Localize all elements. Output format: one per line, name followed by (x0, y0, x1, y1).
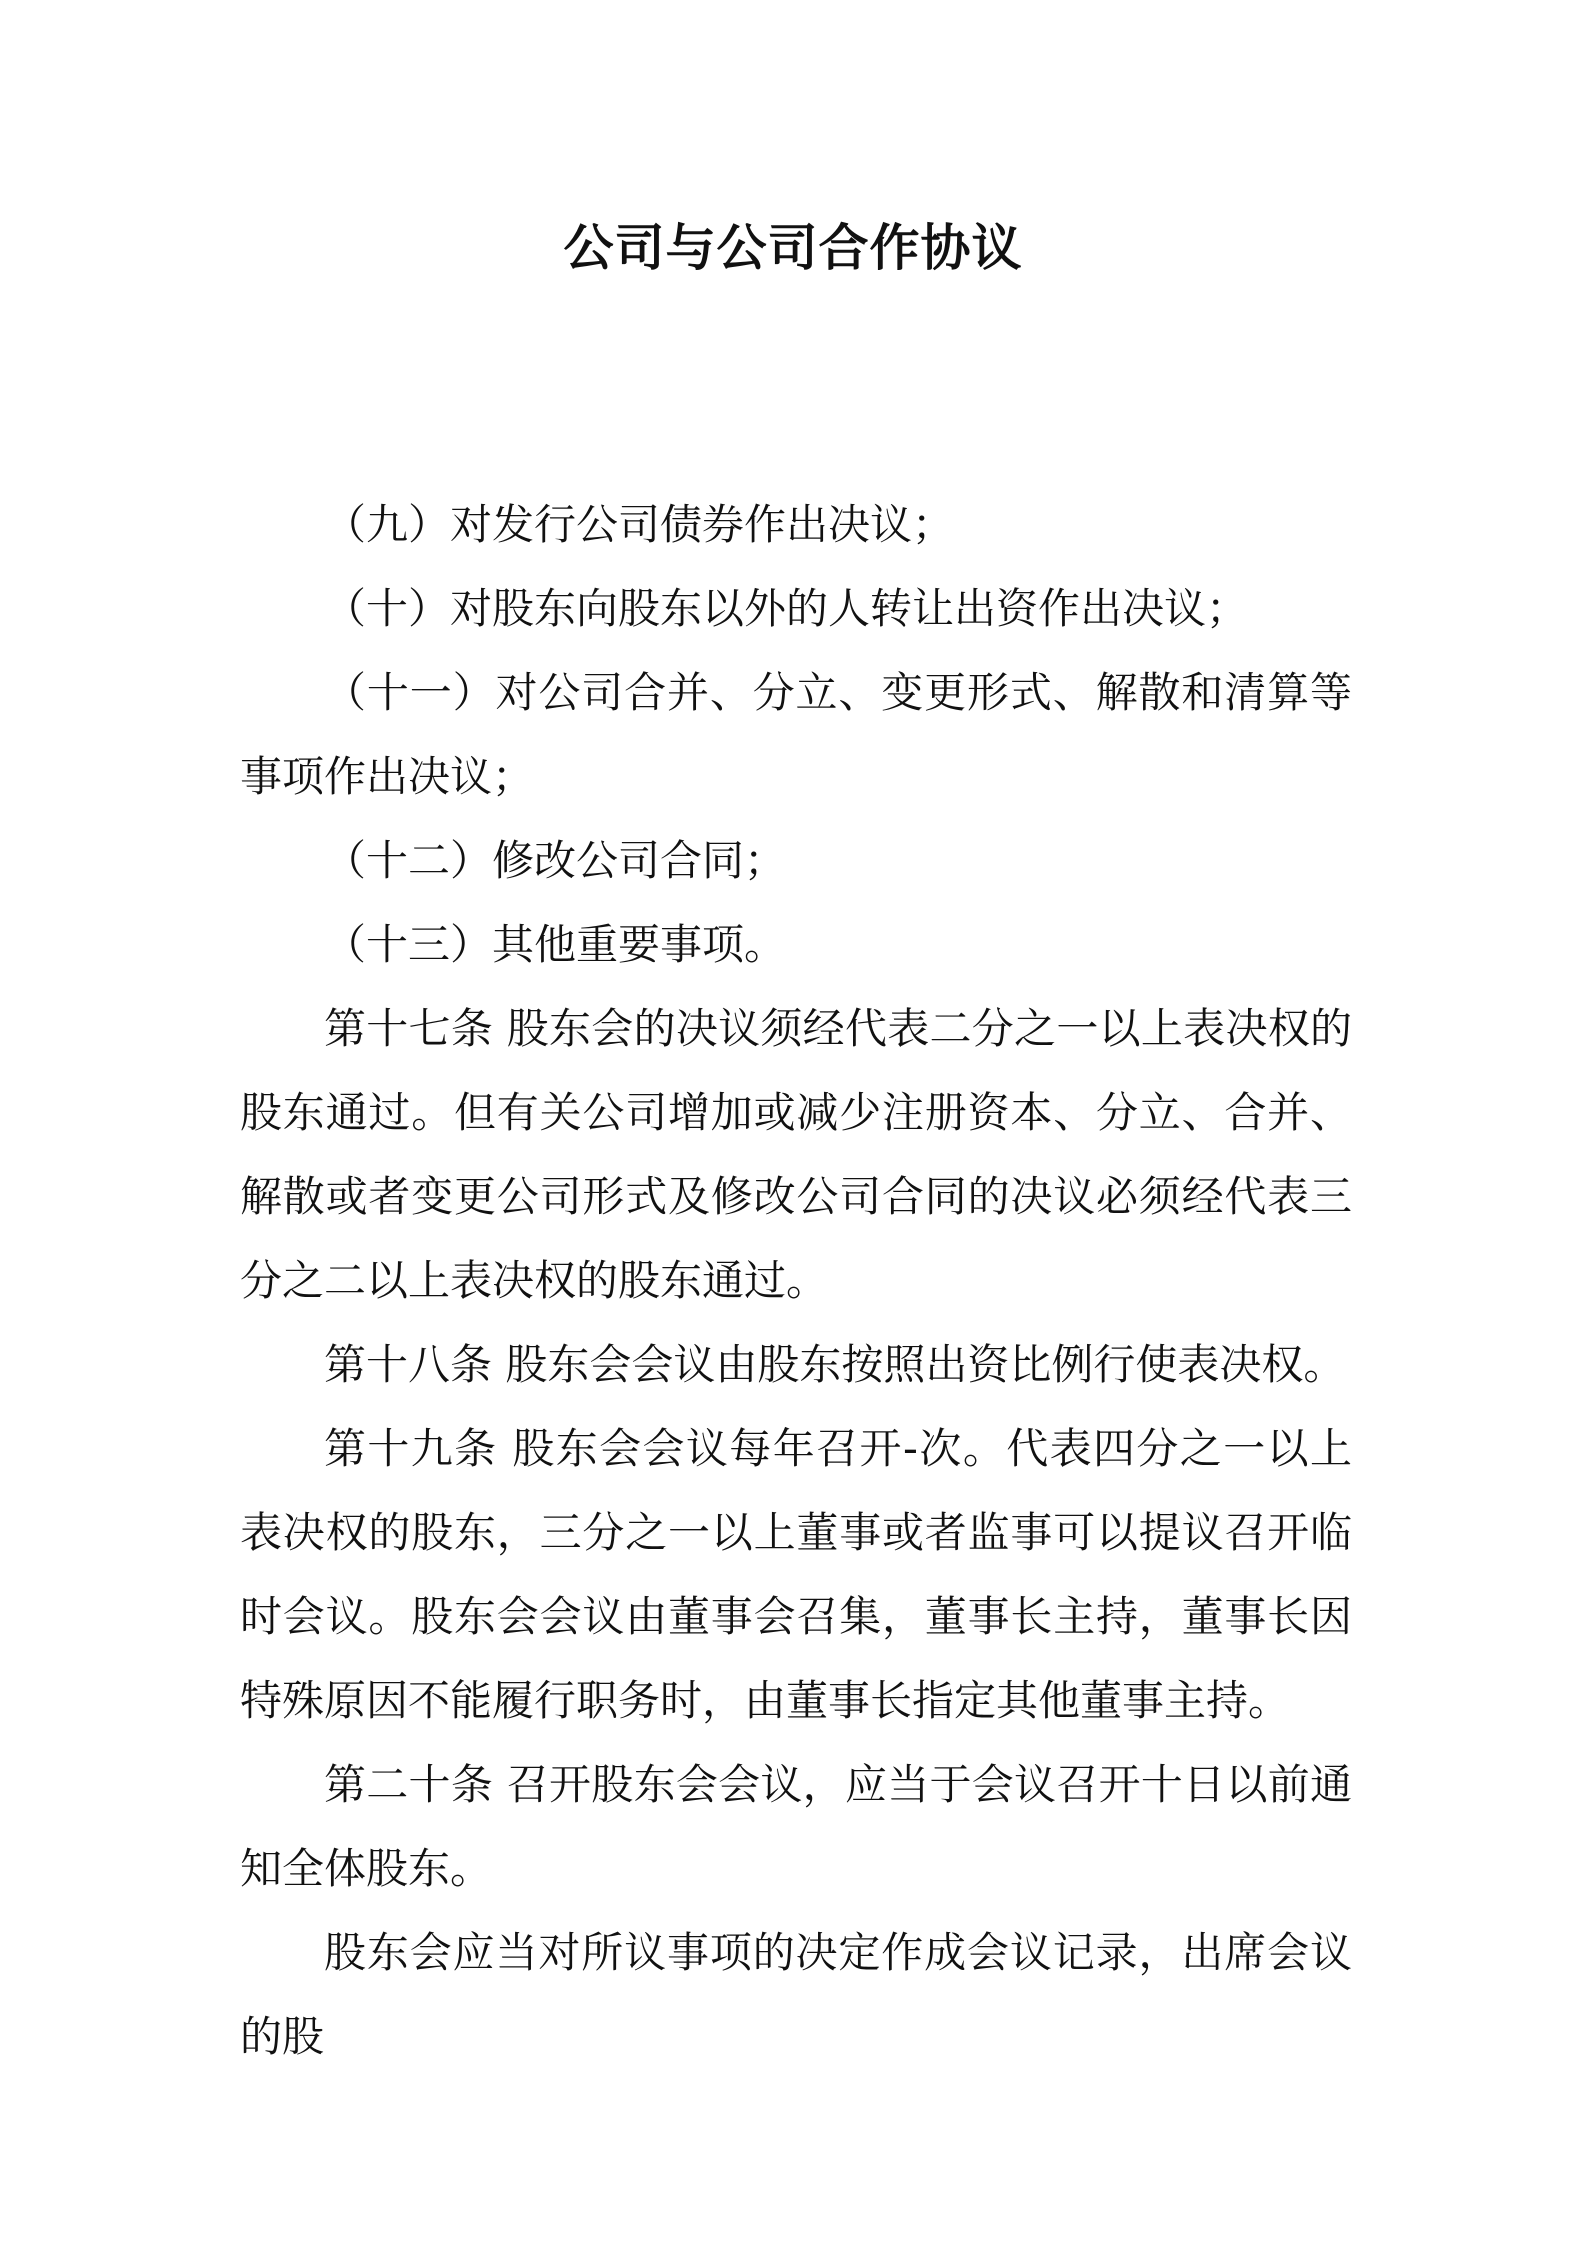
clause-10: （十）对股东向股东以外的人转让出资作出决议； (324, 584, 1249, 633)
article-19: 第十九条 股东会会议每年召开-次。代表四分之一以上表决权的股东，三分之一以上董事或者监事可以提议召开临时会议。股东会会议由董事会召集，董事长主持，董事长因特殊原因不能履行职务时，由董事长指定其他董事主持。 (240, 1424, 1352, 1725)
clause-12: （十二）修改公司合同； (324, 836, 787, 885)
document-body (240, 483, 1352, 2079)
clause-9: （九）对发行公司债券作出决议； (324, 500, 955, 549)
clause-13: （十三）其他重要事项。 (324, 920, 787, 969)
document-title: 公司与公司合作协议 (563, 219, 1023, 277)
article-17: 第十七条 股东会的决议须经代表二分之一以上表决权的股东通过。但有关公司增加或减少注册资本、分立、合并、解散或者变更公司形式及修改公司合同的决议必须经代表三分之二以上表决权的股东通过。 (240, 1004, 1352, 1305)
article-18: 第十八条 股东会会议由股东按照出资比例行使表决权。 (324, 1340, 1346, 1389)
meeting-minutes-paragraph: 股东会应当对所议事项的决定作成会议记录，出席会议的股 (240, 1928, 1352, 2061)
clause-11: （十一）对公司合并、分立、变更形式、解散和清算等事项作出决议； (240, 668, 1352, 801)
article-20: 第二十条 召开股东会会议，应当于会议召开十日以前通知全体股东。 (240, 1760, 1352, 1893)
